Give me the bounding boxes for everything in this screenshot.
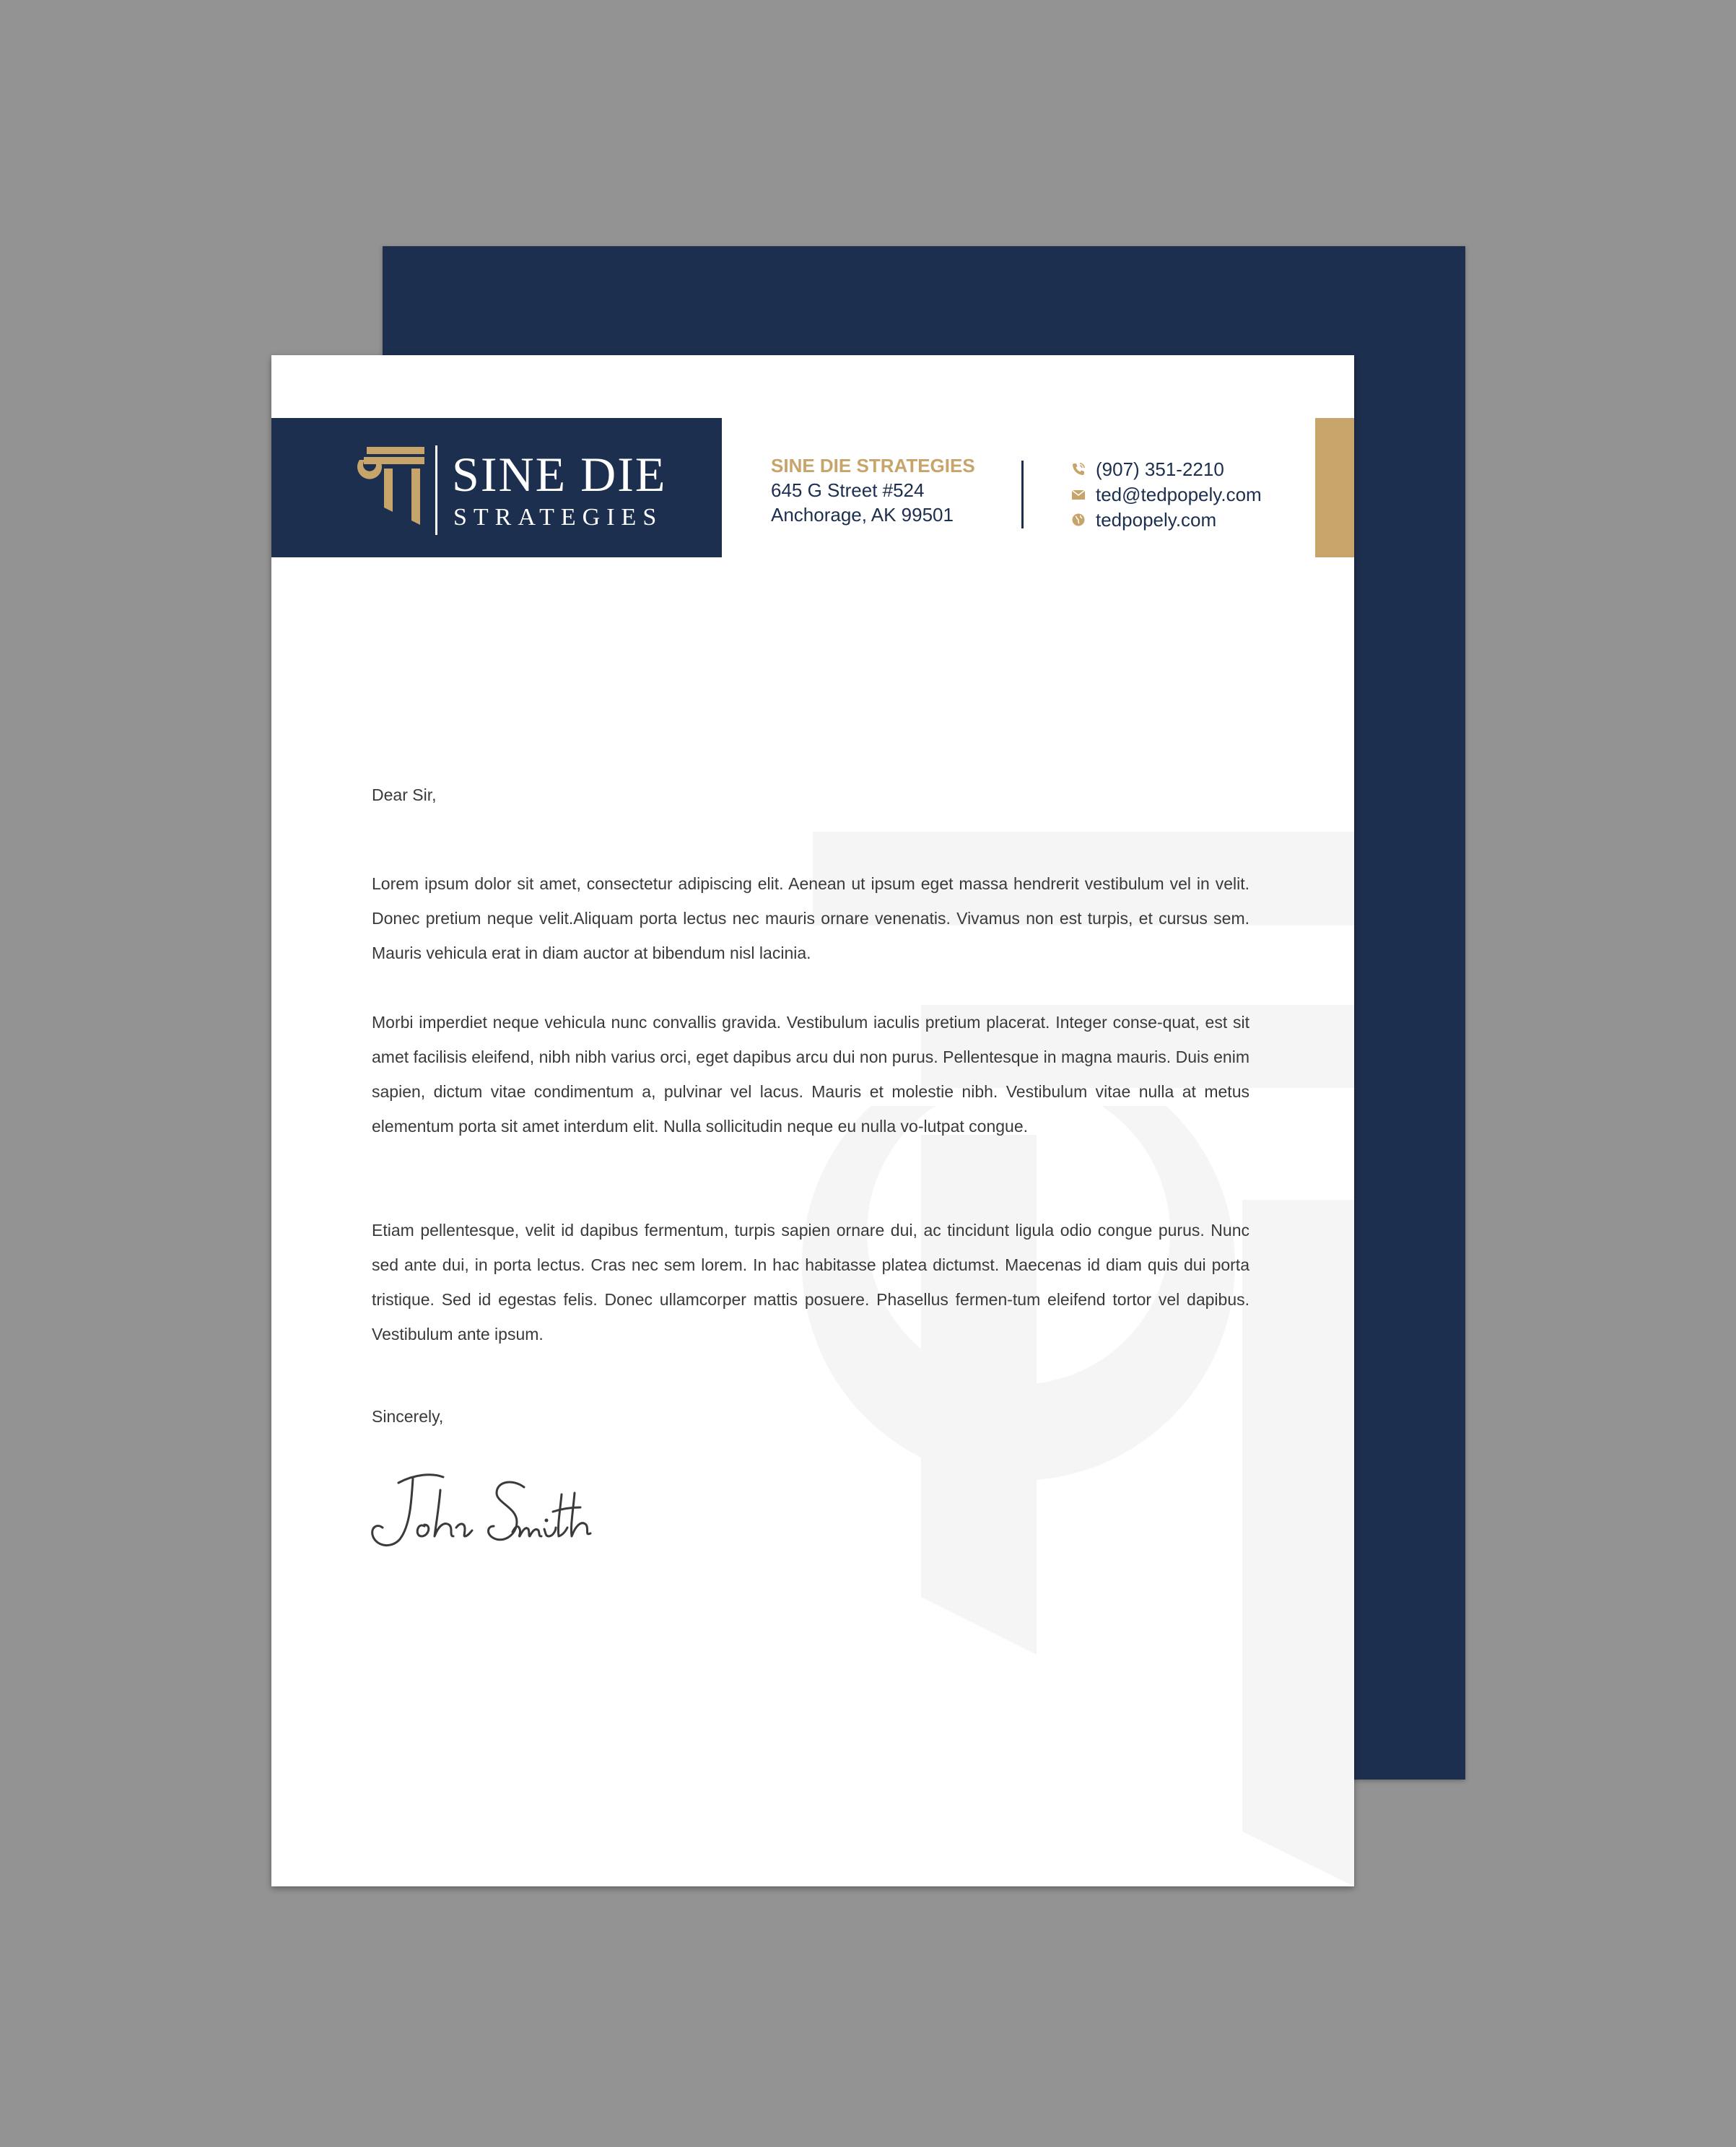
logo-wordmark-line2: STRATEGIES bbox=[453, 504, 663, 531]
street-address: 645 G Street #524 bbox=[771, 479, 925, 501]
phone-number: (907) 351-2210 bbox=[1096, 458, 1224, 480]
contact-phone-row bbox=[1071, 456, 1262, 482]
contact-email-row bbox=[1071, 482, 1262, 507]
website-url: tedpopely.com bbox=[1096, 508, 1217, 531]
globe-icon bbox=[1071, 513, 1086, 527]
logo-band bbox=[271, 418, 722, 557]
gold-accent-tab bbox=[1315, 418, 1354, 557]
contact-website-row bbox=[1071, 507, 1262, 532]
column-logo-icon bbox=[346, 445, 426, 525]
envelope-icon bbox=[1071, 487, 1086, 502]
body-paragraph: Etiam pellentesque, velit id dapibus fermentum, turpis sapien ornare dui, ac tincidunt ligula odio congue purus. Nunc sed ante dui, in porta lectus. Cras nec sem lorem. In hac habitasse platea dictumst. Maecenas id diam quis dui porta tristique. Sed id egestas felis. Donec ullamcorper mattis posuere. Phasellus fermen-tum eleifend tortor vel dapibus. Vestibulum ante ipsum. bbox=[372, 1221, 1249, 1343]
body-paragraph: Lorem ipsum dolor sit amet, consectetur adipiscing elit. Aenean ut ipsum eget massa hendrerit vestibulum vel in velit. Donec pretium neque velit.Aliquam porta lectus nec mauris ornare venenatis. Vivamus non est turpis, et cursus sem. Mauris vehicula erat in diam auctor at bibendum nisl lacinia. bbox=[372, 874, 1249, 962]
company-name: SINE DIE STRATEGIES bbox=[771, 455, 975, 476]
header-divider bbox=[1021, 461, 1024, 528]
logo-divider bbox=[435, 445, 437, 535]
handwritten-signature bbox=[364, 1467, 595, 1554]
email-address: ted@tedpopely.com bbox=[1096, 483, 1262, 505]
logo-wordmark-line1: SINE DIE bbox=[452, 447, 667, 502]
city-address: Anchorage, AK 99501 bbox=[771, 504, 954, 526]
letterhead-page bbox=[271, 355, 1354, 1886]
closing: Sincerely, bbox=[372, 1407, 444, 1426]
phone-icon bbox=[1071, 462, 1086, 476]
salutation: Dear Sir, bbox=[372, 785, 437, 804]
contact-block bbox=[1071, 456, 1262, 532]
address-block bbox=[771, 453, 975, 527]
body-paragraph: Morbi imperdiet neque vehicula nunc convallis gravida. Vestibulum iaculis pretium placerat. Integer conse-quat, est sit amet facilisis eleifend, nibh nibh varius orci, eget dapibus arcu dui non purus. Pellentesque in magna mauris. Duis enim sapien, dictum vitae condimentum a, pulvinar vel lacus. Mauris et molestie nibh. Vestibulum vitae nulla at metus elementum porta sit amet interdum elit. Nulla sollicitudin neque eu nulla vo-lutpat congue. bbox=[372, 1013, 1249, 1136]
